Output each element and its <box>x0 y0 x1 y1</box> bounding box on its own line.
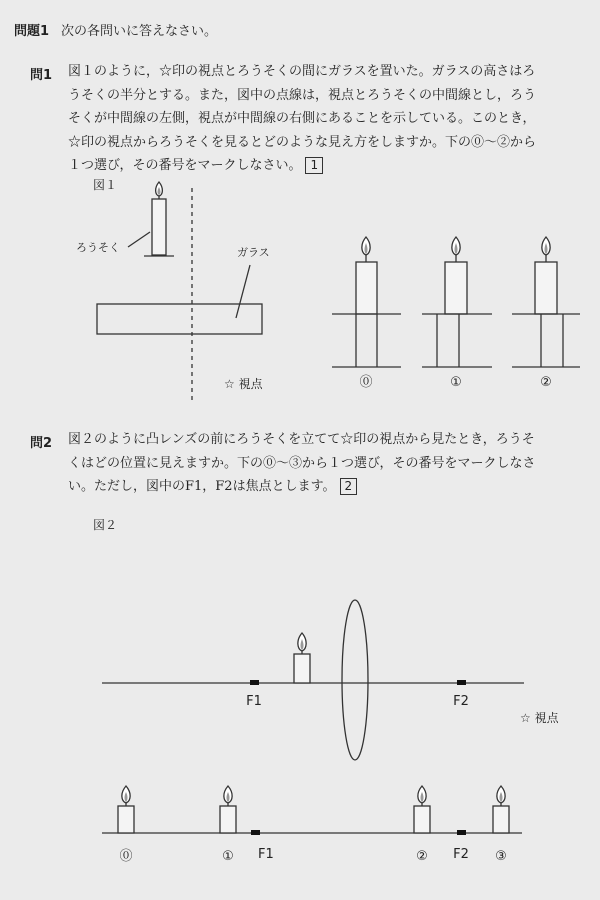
q2-line: くはどの位置に見えますか。下の⓪～③から１つ選び，その番号をマークしなさ <box>68 455 536 471</box>
problem-instruction: 次の各問いに答えなさい。 <box>61 24 218 39</box>
q2-line: 図２のように凸レンズの前にろうそくを立てて☆印の視点から見たとき，ろうそ <box>68 432 535 447</box>
fig2-lens <box>342 600 368 760</box>
fig2-f1-mark <box>250 680 259 685</box>
q1-answer-box: 1 <box>305 157 323 174</box>
fig2-viewpoint-label: ☆ 視点 <box>520 711 559 725</box>
q1-line: そくが中間線の左側，視点が中間線の右側にあることを示している。このとき， <box>68 111 536 126</box>
fig1-option-2-label: ② <box>540 375 552 390</box>
fig1-candle-pointer <box>128 232 150 247</box>
fig1-glass <box>97 304 262 334</box>
q1-line: うそくの半分とする。また，図中の点線は，視点とろうそくの中間線とし，ろう <box>68 87 537 103</box>
fig1-option-0-label: ⓪ <box>359 375 373 390</box>
fig2-option-1-label: ① <box>222 849 234 864</box>
fig2-f2-label: F2 <box>453 694 469 709</box>
q2-line: い。ただし，図中のF1，F2は焦点とします。 2 <box>68 475 588 499</box>
fig1-option-1-label: ① <box>450 375 462 390</box>
fig2-options-f1-mark <box>251 830 260 835</box>
fig1-glass-label: ガラス <box>237 246 270 259</box>
q1-line: ☆印の視点からろうそくを見るとどのような見え方をしますか。下の⓪～②から <box>68 134 537 150</box>
fig2-option-2-drawing <box>414 786 430 833</box>
fig2-option-0-drawing <box>118 786 134 833</box>
q2-text <box>68 428 588 499</box>
q1-number: 問1 <box>30 68 53 83</box>
fig2-f2-mark <box>457 680 466 685</box>
q2-number: 問2 <box>30 436 53 451</box>
fig1-candle-label: ろうそく <box>76 241 120 254</box>
fig2-option-3-drawing <box>493 786 509 833</box>
fig1-label: 図１ <box>93 178 118 192</box>
fig2-label: 図２ <box>93 518 118 532</box>
fig2-options-f1-label: F1 <box>258 847 274 862</box>
q1-line: 図１のように，☆印の視点とろうそくの間にガラスを置いた。ガラスの高さはろ <box>68 64 536 79</box>
fig1-option-2-drawing <box>512 237 580 367</box>
fig1-glass-pointer <box>236 265 250 318</box>
fig2-option-2-label: ② <box>416 849 428 864</box>
fig1-option-0-drawing <box>332 237 401 367</box>
fig2-options-f2-label: F2 <box>453 847 469 862</box>
fig1-viewpoint-label: ☆ 視点 <box>224 377 263 391</box>
q1-line: １つ選び，その番号をマークしなさい。 1 <box>68 154 588 178</box>
q2-answer-box: 2 <box>340 478 358 495</box>
fig2-options-f2-mark <box>457 830 466 835</box>
fig1-option-1-drawing <box>422 237 492 367</box>
fig2-candle <box>294 633 310 683</box>
fig2-option-0-label: ⓪ <box>119 849 133 864</box>
fig2-option-1-drawing <box>220 786 236 833</box>
problem-title: 問題1 <box>14 24 50 39</box>
fig2-f1-label: F1 <box>246 694 262 709</box>
fig1-candle <box>144 182 174 256</box>
fig2-option-3-label: ③ <box>495 849 507 864</box>
